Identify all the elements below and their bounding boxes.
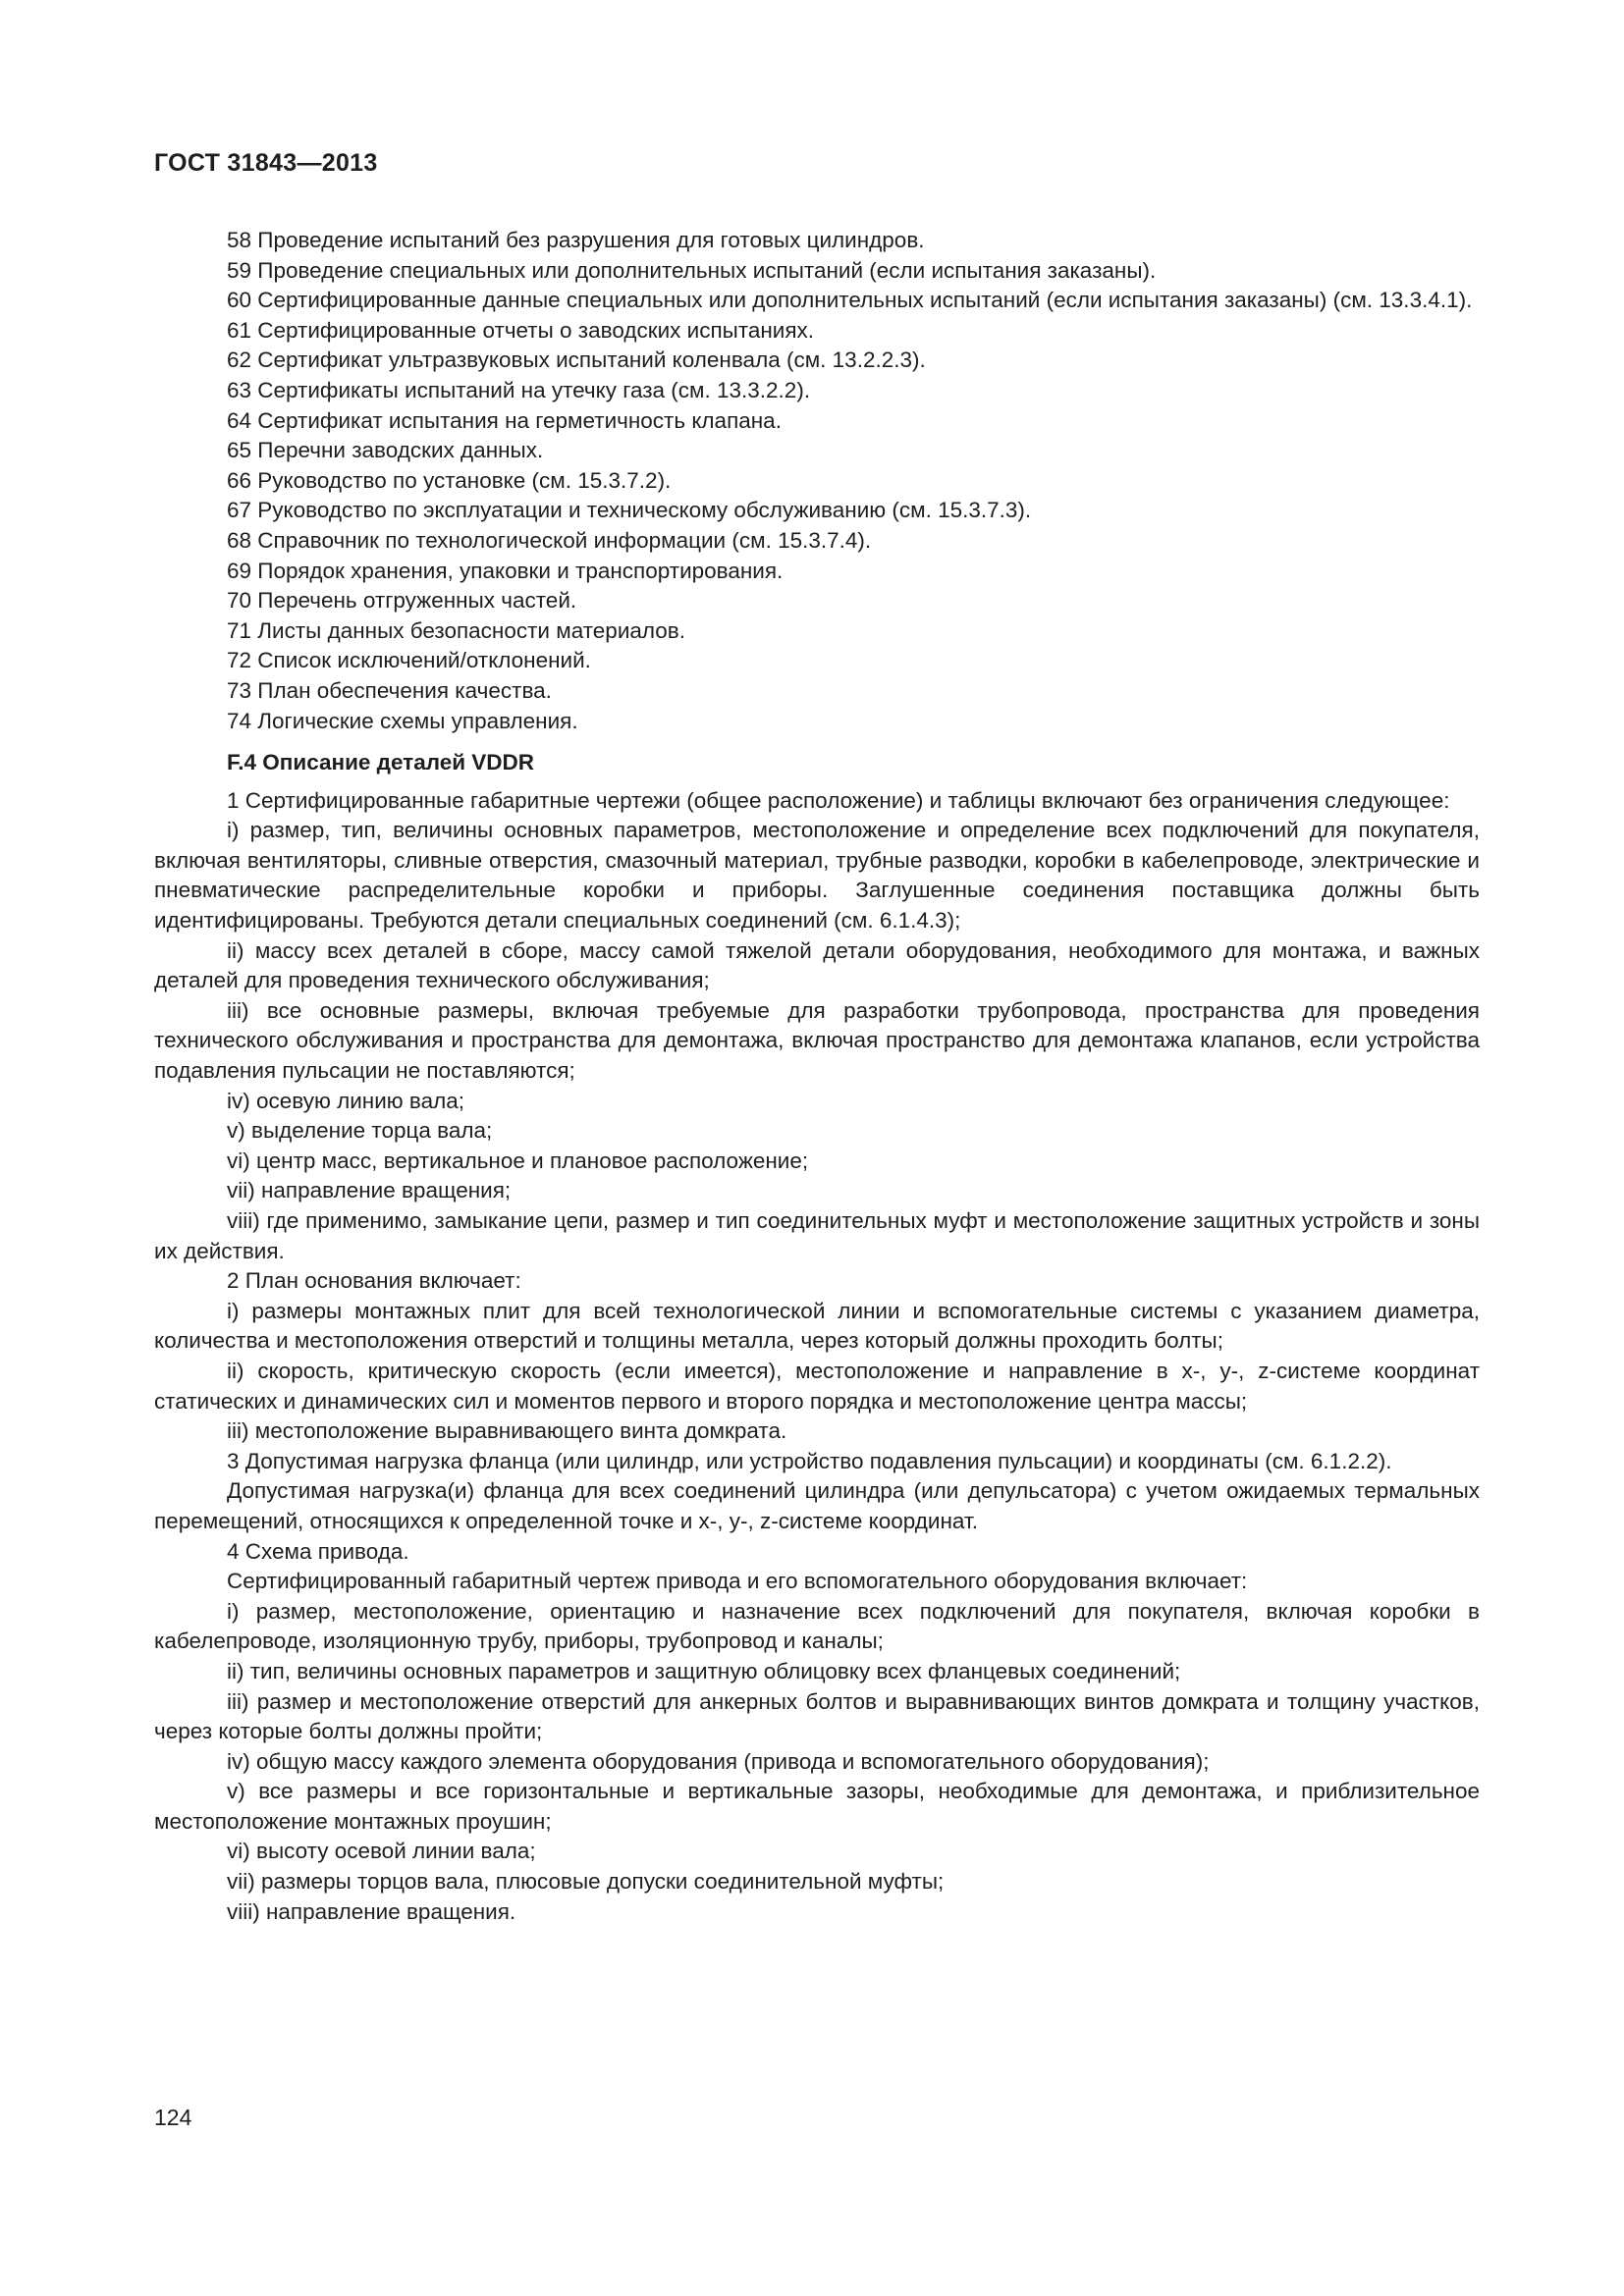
paragraph: 3 Допустимая нагрузка фланца (или цилиндр, или устройство подавления пульсации) и координаты (см. 6.1.2.2). xyxy=(227,1448,1392,1473)
paragraph: ii) скорость, критическую скорость (если имеется), местоположение и направление в x-, y-, z-системе координат статических и динамических сил и моментов первого и второго порядка и местоположение центра массы; xyxy=(154,1358,1480,1414)
list-item: 66 Руководство по установке (см. 15.3.7.2). xyxy=(227,467,672,493)
paragraph: iv) осевую линию вала; xyxy=(227,1088,465,1113)
document-body xyxy=(154,226,1480,1927)
list-item: 63 Сертификаты испытаний на утечку газа (см. 13.3.2.2). xyxy=(227,377,811,402)
paragraph: vi) центр масс, вертикальное и плановое расположение; xyxy=(227,1148,809,1173)
list-item: 74 Логические схемы управления. xyxy=(227,708,578,733)
paragraph: ii) тип, величины основных параметров и защитную облицовку всех фланцевых соединений; xyxy=(227,1658,1181,1683)
list-item: 65 Перечни заводских данных. xyxy=(227,438,544,463)
document-header: ГОСТ 31843—2013 xyxy=(154,149,378,177)
paragraph: 2 План основания включает: xyxy=(227,1268,521,1294)
paragraph: vii) направление вращения; xyxy=(227,1178,512,1203)
paragraph: Сертифицированный габаритный чертеж привода и его вспомогательного оборудования включает: xyxy=(227,1569,1248,1594)
paragraph: iii) местоположение выравнивающего винта домкрата. xyxy=(227,1418,787,1444)
list-item: 58 Проведение испытаний без разрушения для готовых цилиндров. xyxy=(227,228,925,252)
paragraph: vii) размеры торцов вала, плюсовые допуски соединительной муфты; xyxy=(227,1869,945,1895)
paragraph: ii) массу всех деталей в сборе, массу самой тяжелой детали оборудования, необходимого для монтажа, и важных деталей для проведения технического обслуживания; xyxy=(154,937,1480,993)
paragraph: i) размер, тип, величины основных параметров, местоположение и определение всех подключений для покупателя, включая вентиляторы, сливные отверстия, смазочный материал, трубные разводки, коробки в кабелепроводе, электрические и пневматические распределительные коробки и приборы. Заглушенные соединения поставщика должны быть идентифицированы. Требуются детали специальных соединений (см. 6.1.4.3); xyxy=(154,818,1480,934)
list-item: 64 Сертификат испытания на герметичность клапана. xyxy=(227,407,782,433)
list-item: 67 Руководство по эксплуатации и техническому обслуживанию (см. 15.3.7.3). xyxy=(227,498,1032,523)
paragraph: vi) высоту осевой линии вала; xyxy=(227,1839,536,1864)
list-item: 70 Перечень отгруженных частей. xyxy=(227,588,577,614)
paragraph: v) выделение торца вала; xyxy=(227,1118,493,1144)
paragraph: Допустимая нагрузка(и) фланца для всех соединений цилиндра (или депульсатора) с учетом ожидаемых термальных перемещений, относящихся к определенной точке и x-, y-, z-системе координат. xyxy=(154,1478,1480,1533)
list-item: 69 Порядок хранения, упаковки и транспортирования. xyxy=(227,558,784,583)
list-item: 62 Сертификат ультразвуковых испытаний коленвала (см. 13.2.2.3). xyxy=(227,347,926,373)
list-item: 72 Список исключений/отклонений. xyxy=(227,648,591,673)
paragraph: viii) где применимо, замыкание цепи, размер и тип соединительных муфт и местоположение защитных устройств и зоны их действия. xyxy=(154,1208,1480,1263)
paragraph: i) размеры монтажных плит для всей технологической линии и вспомогательные системы с указанием диаметра, количества и местоположения отверстий и толщины металла, через который должны проходить болты; xyxy=(154,1298,1480,1354)
paragraph: iv) общую массу каждого элемента оборудования (привода и вспомогательного оборудования); xyxy=(227,1748,1210,1774)
list-item: 68 Справочник по технологической информации (см. 15.3.7.4). xyxy=(227,527,872,553)
section-heading: F.4 Описание деталей VDDR xyxy=(227,750,535,775)
paragraph: iii) все основные размеры, включая требуемые для разработки трубопровода, пространства для проведения технического обслуживания и пространства для демонтажа, включая пространство для демонтажа клапанов, если устройства подавления пульсации не поставляются; xyxy=(154,997,1480,1084)
page-number: 124 xyxy=(154,2105,192,2130)
paragraph: i) размер, местоположение, ориентацию и назначение всех подключений для покупателя, включая коробки в кабелепроводе, изоляционную трубу, приборы, трубопровод и каналы; xyxy=(154,1598,1480,1654)
list-item: 61 Сертифицированные отчеты о заводских испытаниях. xyxy=(227,317,815,343)
paragraph: iii) размер и местоположение отверстий для анкерных болтов и выравнивающих винтов домкрата и толщину участков, через которые болты должны пройти; xyxy=(154,1688,1480,1744)
list-item: 71 Листы данных безопасности материалов. xyxy=(227,617,685,643)
list-item: 59 Проведение специальных или дополнительных испытаний (если испытания заказаны). xyxy=(227,257,1157,283)
paragraph: v) все размеры и все горизонтальные и вертикальные зазоры, необходимые для демонтажа, и приблизительное местоположение монтажных проушин; xyxy=(154,1779,1480,1834)
paragraph: 4 Схема привода. xyxy=(227,1538,409,1564)
list-item: 60 Сертифицированные данные специальных или дополнительных испытаний (если испытания заказаны) (см. 13.3.4.1). xyxy=(227,288,1473,313)
list-item: 73 План обеспечения качества. xyxy=(227,677,552,703)
paragraph: 1 Сертифицированные габаритные чертежи (общее расположение) и таблицы включают без ограничения следующее: xyxy=(227,787,1450,813)
paragraph: viii) направление вращения. xyxy=(227,1898,516,1924)
